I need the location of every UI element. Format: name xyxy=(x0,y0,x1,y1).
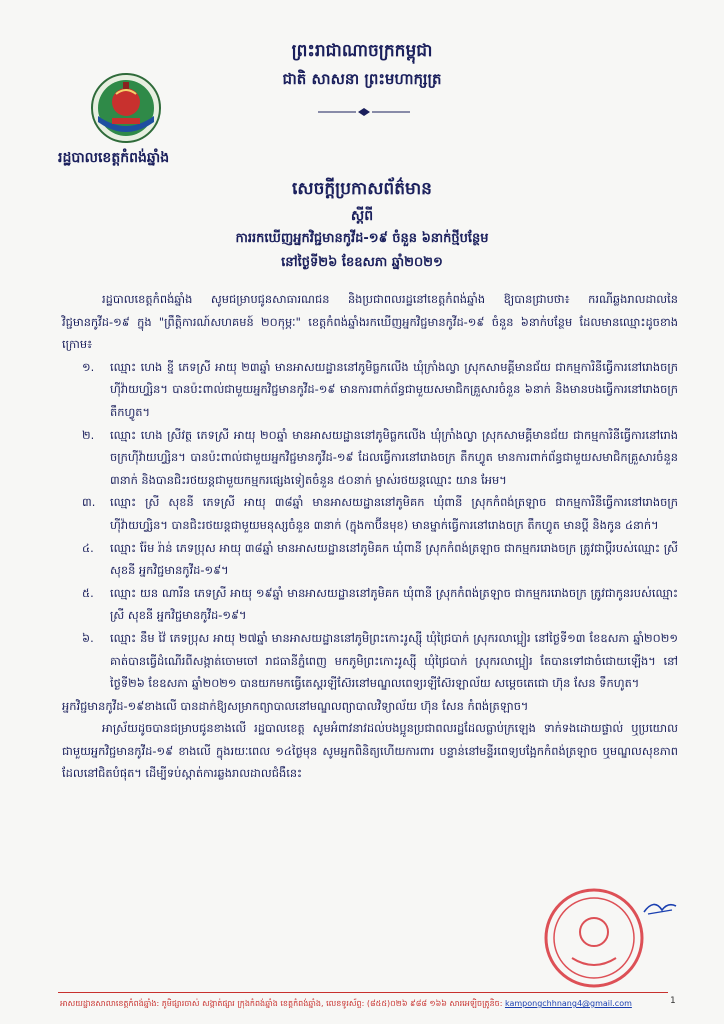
case-item xyxy=(62,627,678,695)
case-text: ឈ្មោះ ស្រី សុខនី ភេទស្រី អាយុ ៣៨ឆ្នាំ មានអាសយដ្ឋាននៅភូមិគក ឃុំពានី ស្រុកកំពង់ត្រឡាច ជាកម្មការិនីធ្វើការនៅរោងចក្រហ៊ីវ៉ាយហ្វ្សិន។ បានជិះរថយន្តជាមួយមនុស្សចំនួន ៣នាក់ (ក្នុងកាប៊ីនមុខ) មានម្នាក់ធ្វើការនៅរោងចក្រ តឹកហ្វូត មានប្តី និងកូន ៤នាក់។ xyxy=(110,495,678,532)
case-item xyxy=(62,491,678,536)
document-body xyxy=(62,288,678,785)
case-text: ឈ្មោះ រ៉ែម រ៉ាន់ ភេទប្រុស អាយុ ៣៨ឆ្នាំ មានអាសយដ្ឋាននៅភូមិគក ឃុំពានី ស្រុកកំពង់ត្រឡាច ជាកម្មកររោងចក្រ ត្រូវជាប្តីរបស់ឈ្មោះ ស្រី សុខនី អ្នកវិជ្ជមានកូវីដ-១៩។ xyxy=(110,540,678,578)
provincial-office-name: រដ្ឋបាលខេត្តកំពង់ឆ្នាំង xyxy=(58,150,170,166)
footer-email-link[interactable]: kampongchhnang4@gmail.com xyxy=(504,999,632,1008)
appeal-paragraph: អាស្រ័យដូចបានជម្រាបជូនខាងលើ រដ្ឋបាលខេត្ត សូមអំពាវនាវដល់បងប្អូនប្រជាពលរដ្ឋដែលធ្លាប់ក្រឡេង ទាក់ទងដោយផ្ទាល់ ឬប្រយោលជាមួយអ្នកវិជ្ជមានកូវីដ-១៩ ខាងលើ ក្នុងរយៈពេល ១៤ថ្ងៃមុន សូមអ្នកពិនិត្យហើយការពារ បន្ទាន់នៅមន្ទីរពេទ្យបង្អែកកំពង់ត្រឡាច ឬមណ្ឌលសុខភាពដែលនៅជិតបំផុត។ ដើម្បីទប់ស្កាត់ការឆ្លងរាលដាលជំងឺនេះ xyxy=(62,721,678,781)
footer-divider xyxy=(58,992,668,993)
national-motto: ជាតិ សាសនា ព្រះមហាក្សត្រ xyxy=(282,70,442,88)
intro-paragraph: រដ្ឋបាលខេត្តកំពង់ឆ្នាំង សូមជម្រាបជូនសាធារណជន និងប្រជាពលរដ្ឋនៅខេត្តកំពង់ឆ្នាំង ឱ្យបានជ្រាបថា៖ ករណីឆ្លងរាលដាលនៃវិជ្ជមានកូវីដ-១៩ ក្នុង "ព្រឹត្តិការណ៍សហគមន៍ ២០កុម្ភៈ" ខេត្តកំពង់ឆ្នាំងរកឃើញអ្នកវិជ្ជមានកូវីដ-១៩ ចំនួន ៦នាក់បន្ថែម ដែលមានឈ្មោះដូចខាងក្រោម៖ xyxy=(62,292,678,352)
case-item xyxy=(62,537,678,582)
case-number: ២. xyxy=(82,427,95,442)
document-subject: ការរកឃើញអ្នកវិជ្ជមានកូវីដ-១៩ ចំនួន ៦នាក់ថ្មីបន្ថែម xyxy=(235,231,489,246)
page-number: 1 xyxy=(670,996,676,1006)
document-date: នៅថ្ងៃទី២៦ ខែឧសភា ឆ្នាំ២០២១ xyxy=(281,255,443,270)
case-item xyxy=(62,582,678,627)
footer-address-text: អាសយដ្ឋានសាលាខេត្តកំពង់ឆ្នាំង: ភូមិផ្សារចាស់ សង្កាត់ផ្សារ ក្រុងកំពង់ឆ្នាំង ខេត្តកំពង់ឆ្នាំង, លេខទូរស័ព្ទ: (៨៥៥)០២៦ ៩៨៨ ១៦៦ សារអេឡិចត្រូនិច: xyxy=(60,999,503,1008)
case-text: ឈ្មោះ នឹម វ៉ៃ ភេទប្រុស អាយុ ២៧ឆ្នាំ មានអាសយដ្ឋាននៅភូមិព្រះកោះរូស្ស៊ី ឃុំជ្រៃបាក់ ស្រុករលាប្អៀរ នៅថ្ងៃទី១៣ ខែឧសភា ឆ្នាំ២០២១ គាត់បានធ្វើដំណើរពីសង្កាត់ចោមចៅ រាជធានីភ្នំពេញ មកភូមិព្រះកោះរូស្ស៊ី ឃុំជ្រៃបាក់ ស្រុករលាប្អៀរ តែបានទៅជាចំជោយឡើង។ នៅថ្ងៃទី២៦ ខែឧសភា ឆ្នាំ២០២១ បានយកមកធ្វើតេស្តរឡីស៊ែរនៅមណ្ឌលពេទ្យរឡីស៊ែរឡាល័យ សម្តេចតេជោ ហ៊ុន សែន ទឹកហូត។ xyxy=(110,630,678,691)
case-item xyxy=(62,424,678,492)
case-number: ៦. xyxy=(82,630,94,645)
case-number: ៥. xyxy=(82,585,94,600)
case-number: ៣. xyxy=(82,495,96,510)
case-text: ឈ្មោះ យន ណារីន ភេទស្រី អាយុ ១៩ឆ្នាំ មានអាសយដ្ឋាននៅភូមិគក ឃុំពានី ស្រុកកំពង់ត្រឡាច ជាកម្មកររោងចក្រ ត្រូវជាកូនរបស់ឈ្មោះ ស្រី សុខនី អ្នកវិជ្ជមានកូវីដ-១៩។ xyxy=(110,585,678,623)
case-text: ឈ្មោះ ហេង ស្រីវត្ថ ភេទស្រី អាយុ ២០ឆ្នាំ មានអាសយដ្ឋាននៅភូមិធ្លកលើង ឃុំក្រាំងល្វា ស្រុកសាមគ្គីមានជ័យ ជាកម្មការិនីធ្វើការនៅរោងចក្រហ៊ីវ៉ាយហ្វ្សិន។ បានប៉ះពាល់ជាមួយអ្នកវិជ្ជមានកូវីដ-១៩ ដែលធ្វើការនៅរោងចក្រ តឹកហ្វូត មានការពាក់ព័ន្ធជាមួយសមាជិកគ្រួសារចំនួន ៣នាក់ និងបានជិះរថយន្តជាមួយកម្មករផ្សេងទៀតចំនួន ៥០នាក់ ម្ចាស់រថយន្តឈ្មោះ យាន អែម។ xyxy=(110,427,678,487)
kingdom-header: ព្រះរាជាណាចក្រកម្ពុជា xyxy=(291,41,433,61)
ornament-divider-icon xyxy=(318,108,410,116)
treatment-paragraph: អ្នកវិជ្ជមានកូវីដ-១៩ខាងលើ បានដាក់ឱ្យសម្រាកព្យាបាលនៅមណ្ឌលព្យាបាលវិទ្យាល័យ ហ៊ុន សែន កំពង់ត្រឡាច។ xyxy=(62,698,529,713)
footer-address xyxy=(60,998,672,1010)
document-title: សេចក្តីប្រកាសព័ត៌មាន xyxy=(292,179,432,199)
case-number: ១. xyxy=(82,359,95,374)
case-text: ឈ្មោះ ហេង ខ្នី ភេទស្រី អាយុ ២៣ឆ្នាំ មានអាសយដ្ឋាននៅភូមិធ្លកលើង ឃុំក្រាំងល្វា ស្រុកសាមគ្គីមានជ័យ ជាកម្មការិនីធ្វើការនៅរោងចក្រហ៊ីវ៉ាយហ្វ្សិន។ បានប៉ះពាល់ជាមួយអ្នកវិជ្ជមានកូវីដ-១៩ មានការពាក់ព័ន្ធជាមួយសមាជិកគ្រួសារចំនួន ៦នាក់ និងមានបងធ្វើការនៅរោងចក្រ តឹកហ្វូត។ xyxy=(110,359,678,419)
document-subject-label: ស្តីពី xyxy=(350,208,374,224)
provincial-emblem-icon xyxy=(90,72,162,144)
case-item xyxy=(62,356,678,424)
official-seal-icon xyxy=(532,880,682,990)
case-number: ៤. xyxy=(82,540,94,555)
